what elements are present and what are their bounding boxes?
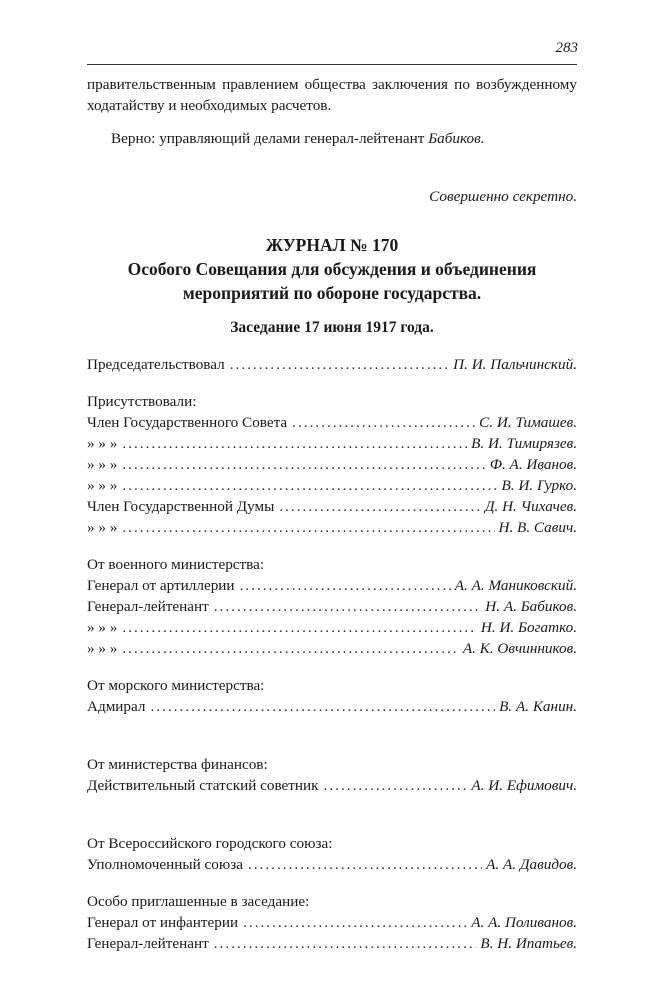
attendee-row xyxy=(87,517,577,538)
attendee-row xyxy=(87,412,577,433)
attendee-name: А. А. Маниковский. xyxy=(454,577,577,594)
attendee-name: А. А. Давидов. xyxy=(486,856,577,873)
group-heading: От военного министерства: xyxy=(87,556,265,573)
attendee-name: С. И. Тимашев. xyxy=(479,414,577,431)
journal-title: ЖУРНАЛ № 170 xyxy=(265,235,399,255)
group-heading: Особо приглашенные в заседание: xyxy=(87,893,310,910)
dot-leader xyxy=(122,617,477,638)
dot-leader xyxy=(240,575,451,596)
attendee-group-present xyxy=(87,391,577,538)
attendee-name: А. К. Овчинников. xyxy=(462,640,577,657)
dot-leader xyxy=(122,433,467,454)
attendee-name: А. А. Поливанов. xyxy=(471,914,577,931)
group-heading: От Всероссийского городского союза: xyxy=(87,835,333,852)
attendee-name: В. А. Канин. xyxy=(499,698,577,715)
group-heading: Присутствовали: xyxy=(87,393,197,410)
attendee-role: Действительный статский советник xyxy=(87,777,319,794)
attendee-role: Генерал-лейтенант xyxy=(87,598,209,615)
attendee-name: Д. Н. Чихачев. xyxy=(484,498,577,515)
chairman-label: Председательствовал xyxy=(87,356,225,373)
attendee-row xyxy=(87,617,577,638)
attendee-row xyxy=(87,696,577,717)
attendee-name: В. И. Гурко. xyxy=(501,477,577,494)
page-number: 283 xyxy=(555,40,578,56)
dot-leader xyxy=(122,638,459,659)
attendee-name: Н. И. Богатко. xyxy=(480,619,577,636)
attendee-role: Генерал-лейтенант xyxy=(87,935,209,952)
attendee-role: » » » xyxy=(87,477,118,494)
attendee-row xyxy=(87,496,577,517)
attendee-group-finance-ministry xyxy=(87,754,577,796)
attendee-row xyxy=(87,475,577,496)
group-heading: От министерства финансов: xyxy=(87,756,268,773)
attendee-row xyxy=(87,775,577,796)
attendee-row xyxy=(87,933,577,954)
dot-leader xyxy=(230,354,449,375)
attendee-row xyxy=(87,433,577,454)
page-content xyxy=(87,74,577,954)
attendee-role: Генерал от артиллерии xyxy=(87,577,235,594)
attendee-role: » » » xyxy=(87,619,118,636)
dot-leader xyxy=(292,412,475,433)
attendee-row xyxy=(87,575,577,596)
attendee-role: Генерал от инфантерии xyxy=(87,914,239,931)
attendee-name: Н. А. Бабиков. xyxy=(485,598,577,615)
attendee-name: В. И. Тимирязев. xyxy=(471,435,577,452)
intro-paragraph: правительственным правлением общества заключения по возбужденному ходатайству и необходимых расчетов. xyxy=(87,76,577,114)
journal-subtitle-line2: мероприятий по обороне государства. xyxy=(182,283,482,303)
chairman-row xyxy=(87,354,577,375)
attendee-row xyxy=(87,854,577,875)
attendee-role: Адмирал xyxy=(87,698,146,715)
chairman-name: П. И. Пальчинский. xyxy=(453,356,577,373)
attendee-role: » » » xyxy=(87,456,118,473)
attendee-row xyxy=(87,638,577,659)
session-heading: Заседание 17 июня 1917 года. xyxy=(230,319,434,336)
dot-leader xyxy=(248,854,482,875)
attendee-group-naval-ministry xyxy=(87,675,577,717)
attendee-row xyxy=(87,454,577,475)
dot-leader xyxy=(279,496,480,517)
dot-leader xyxy=(324,775,468,796)
attendee-group-city-union xyxy=(87,833,577,875)
dot-leader xyxy=(122,454,485,475)
attendee-name: В. Н. Ипатьев. xyxy=(480,935,577,952)
attendee-role: Уполномоченный союза xyxy=(87,856,243,873)
attendee-role: Член Государственной Думы xyxy=(87,498,275,515)
attendee-role: » » » xyxy=(87,435,118,452)
attendee-group-special-invitees xyxy=(87,891,577,954)
attendee-name: А. И. Ефимович. xyxy=(471,777,577,794)
attendee-role: Член Государственного Совета xyxy=(87,414,288,431)
attendee-group-war-ministry xyxy=(87,554,577,659)
group-heading: От морского министерства: xyxy=(87,677,265,694)
certification-text: Верно: управляющий делами генерал-лейтенант xyxy=(111,130,429,147)
attendee-row xyxy=(87,596,577,617)
attendee-role: » » » xyxy=(87,640,118,657)
secrecy-mark: Совершенно секретно. xyxy=(429,188,577,205)
attendee-role: » » » xyxy=(87,519,118,536)
attendee-name: Н. В. Савич. xyxy=(498,519,577,536)
dot-leader xyxy=(122,517,494,538)
dot-leader xyxy=(122,475,497,496)
dot-leader xyxy=(214,596,481,617)
certification-name: Бабиков. xyxy=(428,130,485,147)
dot-leader xyxy=(243,912,467,933)
header-rule xyxy=(87,64,577,65)
dot-leader xyxy=(214,933,477,954)
attendee-name: Ф. А. Иванов. xyxy=(489,456,577,473)
dot-leader xyxy=(150,696,495,717)
journal-subtitle-line1: Особого Совещания для обсуждения и объединения xyxy=(127,259,537,279)
certification-line xyxy=(87,128,577,149)
attendee-row xyxy=(87,912,577,933)
